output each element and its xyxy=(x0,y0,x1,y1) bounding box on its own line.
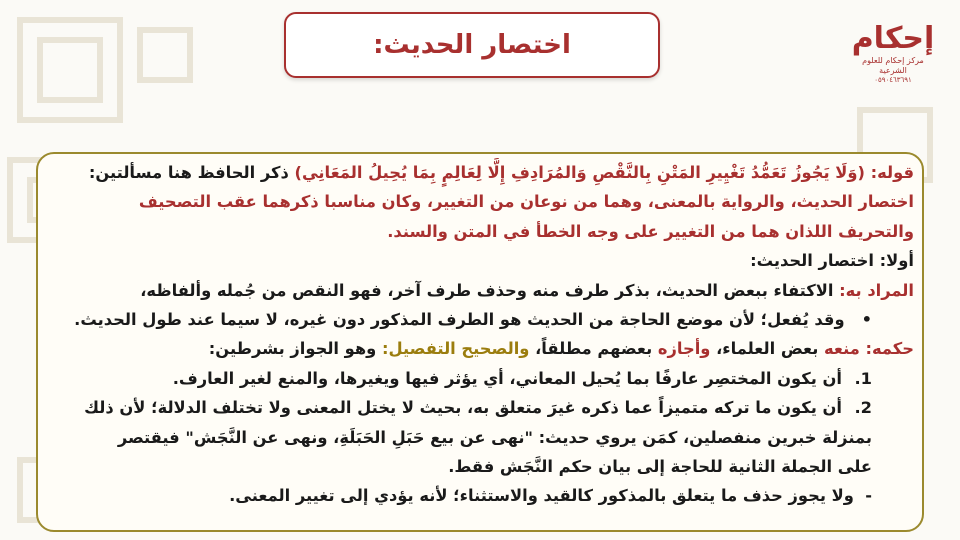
section-heading: أولا: اختصار الحديث: xyxy=(750,251,914,271)
condition-text: فيقتصر xyxy=(117,427,186,447)
content-text xyxy=(38,154,922,530)
logo-subtitle: مركز إحكام للعلوم الشرعية xyxy=(862,56,924,75)
bullet-text: ولا يجوز حذف ما يتعلق بالمذكور كالقيد والاستثناء؛ لأنه يؤدي إلى تغيير المعنى. xyxy=(229,486,854,506)
condition-item xyxy=(50,393,914,422)
definition-text: الاكتفاء ببعض الحديث، بذكر طرف منه وحذف طرف آخر، فهو النقص من جُمله وألفاظه، xyxy=(140,280,834,300)
ruling-line xyxy=(50,334,914,363)
dash-marker: - xyxy=(865,486,872,506)
condition-number: 1. xyxy=(854,368,872,388)
bullet-item xyxy=(50,305,914,334)
paragraph-line: اختصار الحديث، والرواية بالمعنى، وهما من نوعان من التغيير، وكان مناسبا ذكرهما عقب التصحيف xyxy=(138,192,914,212)
definition-line xyxy=(50,276,914,305)
condition-text: بمنزلة خبرين منفصلين، كمَن يروي حديث: xyxy=(532,427,872,447)
paragraph-line: والتحريف اللذان هما من التغيير على وجه الخطأ في المتن والسند. xyxy=(387,221,914,241)
intro-tail: ذكر الحافظ هنا مسألتين: xyxy=(88,163,295,182)
matn-quote: (وَلَا يَجُوزُ تَعَمُّدُ تَغْيِيرِ المَتْنِ بِالنَّقْصِ وَالمُرَادِفِ إِلَّا لِعَالِمٍ بِمَا يُحِيلُ المَعَانِي) xyxy=(294,163,865,182)
intro-lead: قوله: xyxy=(864,163,914,182)
condition-text: أن يكون ما تركه متميزاً عما ذكره غيرَ متعلق به، بحيث لا يختل المعنى ولا تختلف الدلالة؛ لأن ذلك xyxy=(84,398,842,418)
ruling-word-forbid: منعه xyxy=(824,339,860,359)
ruling-word-permit: وأجازه xyxy=(657,339,711,359)
condition-number: 2. xyxy=(854,398,872,418)
hadith-quote: "نهى عن بيع حَبَلِ الحَبَلَةِ، ونهى عن النَّجَش" xyxy=(185,427,533,447)
bullet-marker: • xyxy=(861,310,872,330)
content-box xyxy=(36,152,924,532)
title-box xyxy=(284,12,660,78)
ruling-word-correct: والصحيح التفصيل: xyxy=(381,339,530,359)
condition-continuation: على الجملة الثانية للحاجة إلى بيان حكم النَّجَش فقط. xyxy=(448,457,872,477)
bullet-text: وقد يُفعل؛ لأن موضع الحاجة من الحديث هو الطرف المذكور دون غيره، لا سيما عند طول الحديث. xyxy=(74,310,845,330)
condition-item xyxy=(50,364,914,393)
ruling-text-3: وهو الجواز بشرطين: xyxy=(208,339,382,359)
definition-label: المراد به: xyxy=(833,280,914,300)
logo-number: ٠٥٩٠٤٦٣٦٩١ xyxy=(874,76,912,84)
ruling-label: حكمه: xyxy=(859,339,914,359)
page-title: اختصار الحديث: xyxy=(373,30,571,60)
logo-wordmark: إحكام xyxy=(851,21,935,56)
ruling-text-1: بعض العلماء، xyxy=(710,339,825,359)
bullet-item xyxy=(50,481,914,510)
logo xyxy=(848,22,938,94)
ruling-text-2: بعضهم مطلقاً، xyxy=(529,339,658,359)
condition-continuation xyxy=(50,423,914,452)
paragraph-line xyxy=(50,158,914,187)
condition-text: أن يكون المختصِر عارفًا بما يُحيل المعاني، أي يؤثر فيها ويغيرها، والمنع لغير العارف. xyxy=(172,368,842,388)
